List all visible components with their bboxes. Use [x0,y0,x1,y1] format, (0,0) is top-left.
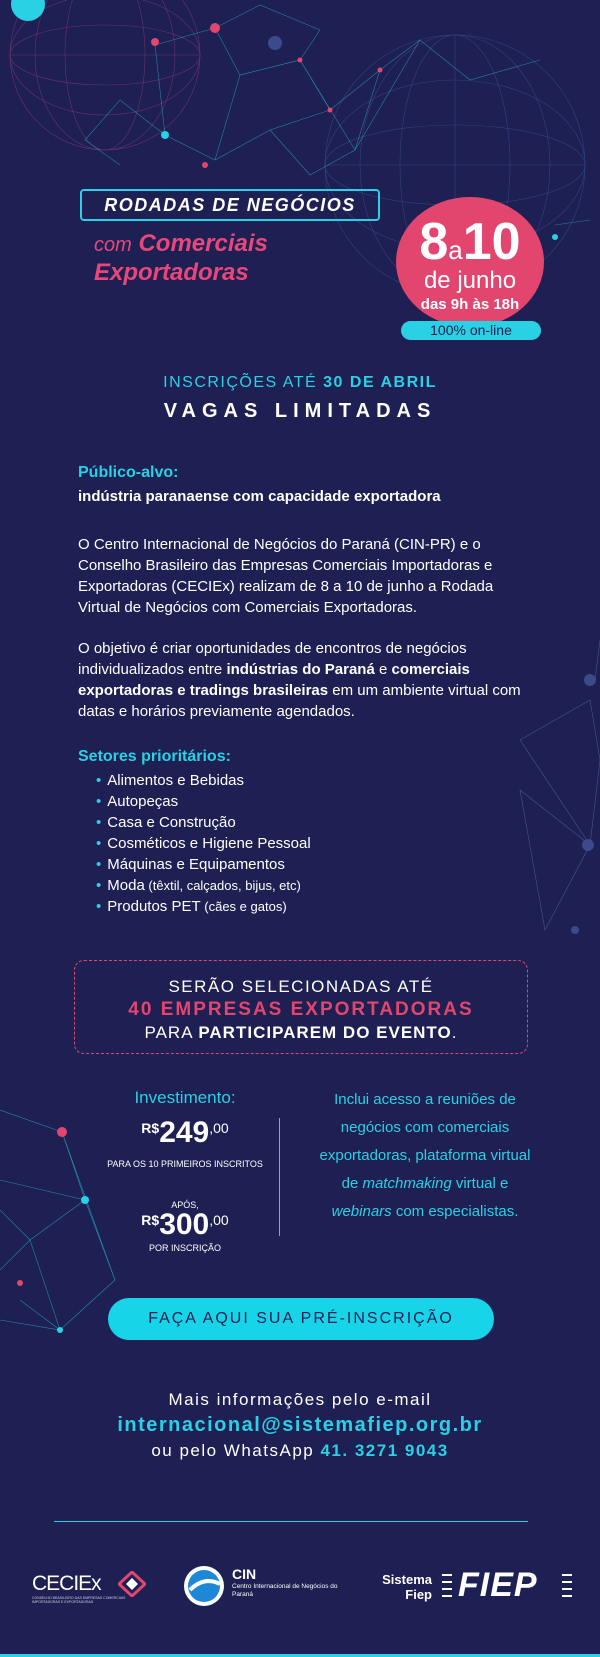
price-regular-note: POR INSCRIÇÃO [148,1243,221,1253]
ceciex-subtitle: CONSELHO BRASILEIRO DAS EMPRESAS COMERCIAIS IMPORTADORAS E EXPORTADORAS [32,1596,126,1604]
audience-block [78,462,538,507]
list-item: • Produtos PET (cães e gatos) [96,896,311,917]
list-item: • Moda (têxtil, calçados, bijus, etc) [96,875,311,896]
list-item: • Alimentos e Bebidas [96,770,311,791]
objective-part1: O objetivo é criar oportunidades de encontros de negócios individualizados entre [78,640,467,678]
subtitle-com: com [94,234,132,256]
list-item: • Autopeças [96,791,311,812]
investment-title: Investimento: [134,1088,236,1107]
event-subtitle [94,230,268,286]
pre-registration-label: FAÇA AQUI SUA PRÉ-INSCRIÇÃO [148,1310,454,1327]
limited-spots: VAGAS LIMITADAS [163,400,437,422]
registration-prefix: INSCRIÇÕES ATÉ [163,374,324,391]
objective-bold1: indústrias do Paraná [226,661,375,678]
selection-line2: 40 EMPRESAS EXPORTADORAS [128,999,474,1020]
event-title-box [80,189,380,221]
ceciex-mark-icon [118,1571,146,1597]
whatsapp-number[interactable]: 41. 3271 9043 [320,1441,449,1460]
list-item: • Máquinas e Equipamentos [96,854,311,875]
investment-includes: Inclui acesso a reuniões de negócios com comerciais exportadoras, plataforma virtual de matchmaking virtual e webinars com especialistas. [319,1091,531,1220]
objective-part3: em um ambiente virtual com datas e horários previamente agendados. [78,682,521,720]
registration-deadline [0,374,600,392]
cin-logo-subtitle: Centro Internacional de Negócios do Paraná [232,1583,338,1598]
selection-line1: SERÃO SELECIONADAS ATÉ [168,977,434,996]
selection-line3: PARA PARTICIPAREM DO EVENTO. [144,1023,458,1042]
price-after-label: APÓS, [171,1200,199,1210]
objective-paragraph [78,638,538,722]
contact-whatsapp: ou pelo WhatsApp 41. 3271 9043 [151,1441,449,1460]
price-early-note: PARA OS 10 PRIMEIROS INSCRITOS [107,1159,263,1169]
day-end: 10 [462,213,521,271]
audience-heading: Público-alvo: [78,464,179,481]
subtitle-line1: Comerciais [138,230,268,257]
sistema-fiep-text: Sistema Fiep [382,1572,432,1602]
fiep-bars-right-icon [560,1572,574,1602]
event-hours: das 9h às 18h [420,296,520,313]
cin-logo-icon [184,1566,224,1606]
investment-divider [279,1118,280,1236]
fiep-logo: FIEP [458,1566,538,1604]
footer-divider [54,1521,528,1522]
objective-part2: e [374,661,392,678]
contact-intro: Mais informações pelo e-mail [168,1390,432,1409]
event-title: RODADAS DE NEGÓCIOS [104,194,356,215]
price-regular-value: 300 [159,1208,210,1241]
price-early: R$249,00 [141,1116,229,1149]
date-connector: a [448,235,463,265]
day-start: 8 [419,213,449,271]
online-pill: 100% on-line [401,321,541,340]
sectors-list [96,770,311,917]
selection-box [74,960,528,1054]
sectors-heading: Setores prioritários: [78,748,231,765]
pre-registration-button[interactable] [108,1298,494,1340]
subtitle-line2: Exportadoras [94,259,249,286]
cin-logo-text: CIN [232,1566,257,1582]
price-early-value: 249 [159,1116,210,1149]
objective-bold2: comerciais exportadoras e tradings brasileiras [78,661,470,699]
ceciex-logo: CECIEx [32,1572,101,1595]
registration-date: 30 DE ABRIL [323,374,437,391]
list-item: • Cosméticos e Higiene Pessoal [96,833,311,854]
audience-description: indústria paranaense com capacidade exportadora [78,488,441,505]
price-regular: R$300,00 [141,1208,229,1241]
intro-paragraph: O Centro Internacional de Negócios do Paraná (CIN-PR) e o Conselho Brasileiro das Empresas Comerciais Importadoras e Exportadoras (CECIEx) realizam de 8 a 10 de junho a Rodada Virtual de Negócios com Comerciais Exportadoras. [78,536,494,616]
fiep-bars-icon [440,1572,454,1602]
list-item: • Casa e Construção [96,812,311,833]
contact-email-link[interactable]: internacional@sistemafiep.org.br [117,1414,483,1436]
date-month: de junho [423,267,517,294]
